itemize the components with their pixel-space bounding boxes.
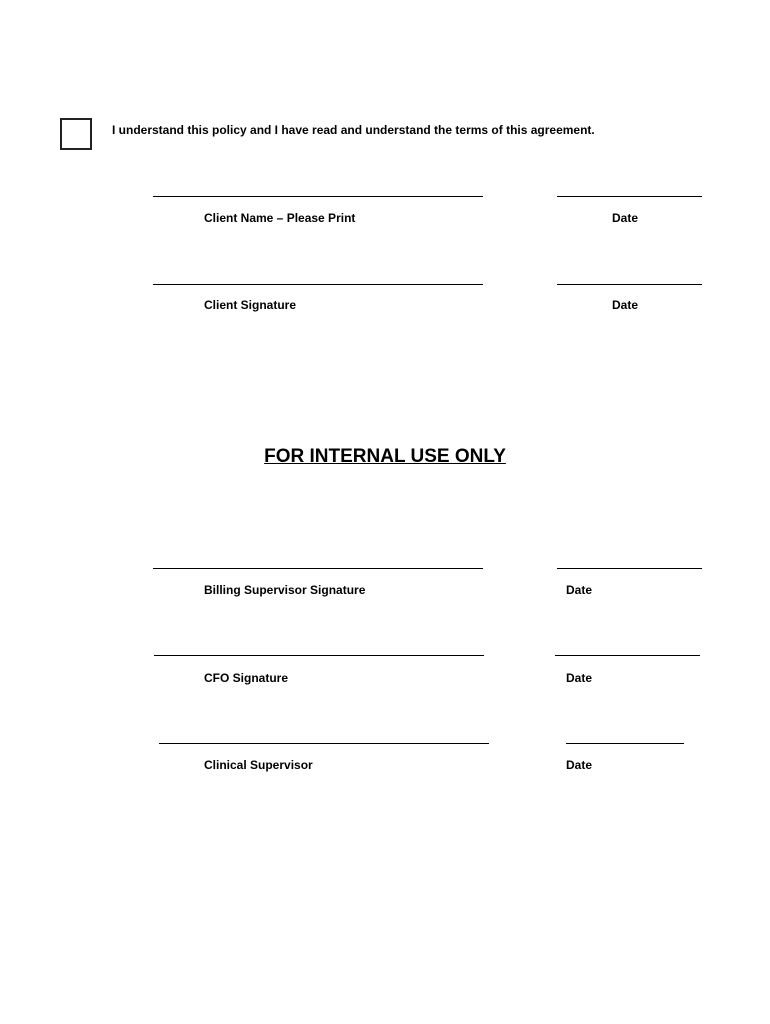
clinical-supervisor-label: Clinical Supervisor bbox=[204, 758, 313, 772]
clinical-supervisor-date-label: Date bbox=[566, 758, 593, 772]
cfo-date-label: Date bbox=[566, 671, 593, 685]
billing-supervisor-date-label: Date bbox=[566, 583, 593, 597]
cfo-date-line[interactable] bbox=[555, 655, 700, 656]
client-name-line[interactable] bbox=[153, 196, 483, 197]
clinical-supervisor-date-line[interactable] bbox=[566, 743, 684, 744]
billing-supervisor-label: Billing Supervisor Signature bbox=[204, 583, 366, 597]
client-signature-label: Client Signature bbox=[204, 298, 297, 312]
billing-supervisor-date-line[interactable] bbox=[557, 568, 702, 569]
billing-supervisor-signature-line[interactable] bbox=[153, 568, 483, 569]
client-name-date-line[interactable] bbox=[557, 196, 702, 197]
acknowledgement-checkbox[interactable] bbox=[60, 118, 92, 150]
acknowledgement-text: I understand this policy and I have read and understand the terms of this agreement. bbox=[112, 123, 595, 137]
client-name-label: Client Name – Please Print bbox=[204, 211, 356, 225]
client-signature-date-label: Date bbox=[612, 298, 639, 312]
clinical-supervisor-signature-line[interactable] bbox=[159, 743, 489, 744]
client-signature-line[interactable] bbox=[153, 284, 483, 285]
client-name-date-label: Date bbox=[612, 211, 639, 225]
client-signature-date-line[interactable] bbox=[557, 284, 702, 285]
cfo-signature-label: CFO Signature bbox=[204, 671, 289, 685]
internal-use-title: FOR INTERNAL USE ONLY bbox=[264, 446, 506, 467]
cfo-signature-line[interactable] bbox=[154, 655, 484, 656]
